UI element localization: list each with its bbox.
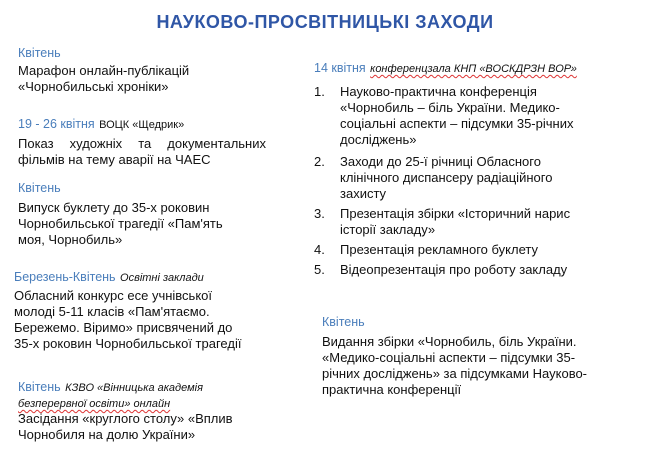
event-line: фільмів на тему аварії на ЧАЕС xyxy=(18,152,211,167)
event-line: 35-х роковин Чорнобильської трагедії xyxy=(14,336,242,351)
page-title: НАУКОВО-ПРОСВІТНИЦЬКІ ЗАХОДИ xyxy=(156,12,494,32)
event-line: моя, Чорнобиль» xyxy=(18,232,123,247)
event-date: 19 - 26 квітня xyxy=(18,117,95,131)
conference-header xyxy=(314,59,634,77)
event-organizer: ВОЦК «Щедрик» xyxy=(99,119,185,131)
event-line: Бережемо. Віримо» присвячений до xyxy=(14,320,233,335)
event-line: Марафон онлайн-публікацій xyxy=(18,63,190,78)
event-organizer: КЗВО «Вінницька академія xyxy=(65,382,203,394)
event-line: Засідання «круглого столу» «Вплив xyxy=(18,411,233,426)
event-date: Квітень xyxy=(18,380,61,394)
event-line: «Чорнобильські хроніки» xyxy=(18,79,169,94)
event-block-3 xyxy=(18,181,268,248)
conference-list xyxy=(314,84,614,282)
event-organizer: Освітні заклади xyxy=(120,272,204,284)
list-item: 4. Презентація рекламного буклету xyxy=(314,242,538,257)
event-line: практична конференції xyxy=(322,382,462,397)
list-item: 5. Відеопрезентація про роботу закладу xyxy=(314,262,568,277)
event-line: «Медико-соціальні аспекти – підсумки 35- xyxy=(322,350,576,365)
event-date: 14 квітня xyxy=(314,61,366,75)
event-line: Чорнобиля на долю України» xyxy=(18,427,196,442)
list-item: 2. Заходи до 25-ї річниці Обласного клінічного диспансеру радіаційного захисту xyxy=(314,154,553,201)
event-block-publication xyxy=(322,315,612,398)
event-block-1 xyxy=(18,46,248,95)
event-line: Видання збірки «Чорнобиль, біль України. xyxy=(322,334,577,349)
event-organizer-cont: безперервної освіти» онлайн xyxy=(18,398,171,410)
event-date: Березень-Квітень xyxy=(14,270,116,284)
event-line: Чорнобильської трагедії «Пам'ять xyxy=(18,216,223,231)
event-line: Показ художніх та документальних xyxy=(18,136,266,151)
event-date: Квітень xyxy=(18,46,61,60)
list-item: 1. Науково-практична конференція «Чорнобиль – біль України. Медико- соціальні аспекти – підсумки 35-річних досліджень» xyxy=(314,84,574,147)
event-date: Квітень xyxy=(322,315,365,329)
event-block-4 xyxy=(14,268,274,352)
event-block-2 xyxy=(18,115,268,168)
event-line: Випуск буклету до 35-х роковин xyxy=(18,200,210,215)
event-organizer: конференцзала КНП «ВОСКДРЗН ВОР» xyxy=(370,63,577,75)
list-item: 3. Презентація збірки «Історичний нарис історії закладу» xyxy=(314,206,571,237)
event-line: молоді 5-11 класів «Пам'ятаємо. xyxy=(14,304,210,319)
event-line: Обласний конкурс есе учнівської xyxy=(14,288,212,303)
event-date: Квітень xyxy=(18,181,61,195)
event-block-5 xyxy=(18,378,268,443)
event-line: річних досліджень» за підсумками Науково- xyxy=(322,366,588,381)
